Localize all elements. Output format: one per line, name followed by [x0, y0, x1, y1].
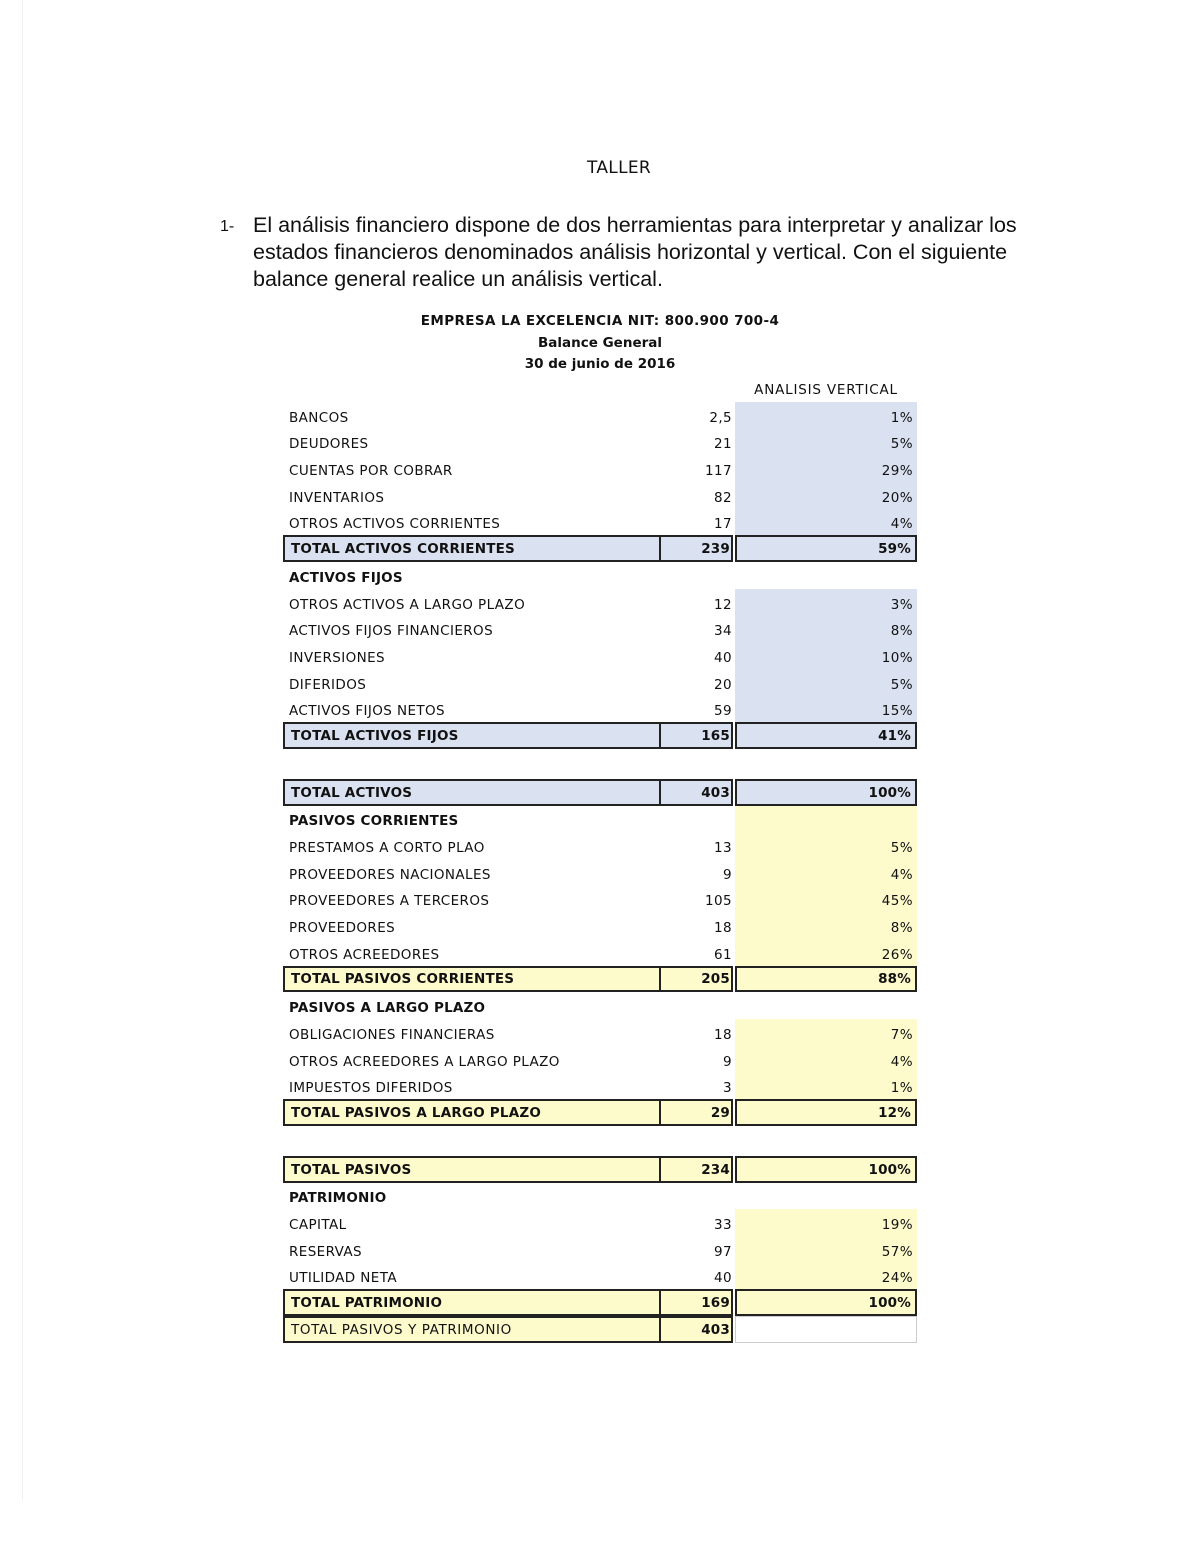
row-value: 165 [661, 722, 733, 749]
row-percentage [735, 992, 917, 1019]
table-row [283, 1209, 917, 1236]
row-label: ACTIVOS FIJOS NETOS [289, 703, 446, 720]
row-label: TOTAL PASIVOS [283, 1156, 661, 1183]
row-label: PROVEEDORES NACIONALES [289, 866, 491, 883]
section-heading-row [283, 1183, 917, 1210]
row-value: 40 [714, 649, 732, 666]
row-label: RESERVAS [289, 1243, 363, 1260]
row-percentage: 15% [735, 696, 917, 723]
table-row [283, 509, 917, 536]
section-heading-row [283, 562, 917, 589]
row-percentage: 45% [735, 886, 917, 913]
page-title: TALLER [587, 158, 651, 178]
row-value: 17 [714, 516, 732, 533]
row-label: TOTAL ACTIVOS [283, 779, 661, 806]
row-value: 12 [714, 596, 732, 613]
total-row [283, 1316, 917, 1343]
row-percentage: 12% [735, 1099, 917, 1126]
row-percentage: 3% [735, 589, 917, 616]
row-value: 403 [661, 779, 733, 806]
row-label: CUENTAS POR COBRAR [289, 463, 453, 480]
row-percentage: 100% [735, 1289, 917, 1316]
table-row [283, 1019, 917, 1046]
row-value: 82 [714, 489, 732, 506]
row-percentage: 4% [735, 859, 917, 886]
table-row [283, 1073, 917, 1100]
row-value: 33 [714, 1216, 732, 1233]
row-percentage: 4% [735, 509, 917, 536]
row-value: 2,5 [709, 409, 732, 426]
row-label: TOTAL PATRIMONIO [283, 1289, 661, 1316]
table-row [283, 1263, 917, 1290]
table-row [283, 1236, 917, 1263]
row-label: INVERSIONES [289, 649, 385, 666]
row-percentage: 5% [735, 669, 917, 696]
row-value: 20 [714, 676, 732, 693]
row-percentage: 24% [735, 1263, 917, 1290]
balance-table [283, 402, 917, 1343]
row-percentage [735, 1316, 917, 1343]
statement-date: 30 de junio de 2016 [524, 356, 676, 372]
row-value: 3 [723, 1080, 732, 1097]
row-label: ACTIVOS FIJOS [289, 569, 403, 586]
row-percentage [735, 1183, 917, 1210]
row-label: OTROS ACTIVOS CORRIENTES [289, 516, 501, 533]
row-label: PRESTAMOS A CORTO PLAO [289, 840, 485, 856]
row-percentage: 10% [735, 642, 917, 669]
row-value [661, 1183, 733, 1210]
row-percentage: 7% [735, 1019, 917, 1046]
row-value: 403 [661, 1316, 733, 1343]
row-value: 169 [661, 1289, 733, 1316]
row-value: 9 [723, 1053, 732, 1070]
row-value [661, 992, 733, 1019]
row-percentage [735, 806, 917, 833]
row-label: PROVEEDORES [289, 920, 396, 937]
table-row [283, 402, 917, 429]
row-value: 21 [714, 436, 732, 453]
row-value [661, 806, 733, 833]
row-percentage: 41% [735, 722, 917, 749]
row-label: PASIVOS CORRIENTES [289, 813, 459, 830]
row-percentage: 29% [735, 455, 917, 482]
column-header-vertical-analysis: ANALISIS VERTICAL [754, 382, 898, 398]
row-percentage: 88% [735, 966, 917, 993]
row-percentage: 57% [735, 1236, 917, 1263]
row-percentage: 1% [735, 1073, 917, 1100]
table-row [283, 886, 917, 913]
table-row [283, 1046, 917, 1073]
row-value: 117 [705, 463, 732, 480]
question-number: 1- [220, 218, 235, 235]
table-row [283, 939, 917, 966]
row-label: PATRIMONIO [289, 1190, 387, 1207]
table-row [283, 859, 917, 886]
total-row [283, 779, 917, 806]
row-label: CAPITAL [289, 1216, 347, 1233]
row-percentage: 59% [735, 535, 917, 562]
row-label: TOTAL PASIVOS Y PATRIMONIO [283, 1316, 661, 1343]
table-row [283, 912, 917, 939]
row-label: ACTIVOS FIJOS FINANCIEROS [289, 623, 494, 640]
page-margin-line [22, 0, 23, 1500]
row-value: 29 [661, 1099, 733, 1126]
row-label: DIFERIDOS [289, 676, 367, 693]
row-value: 9 [723, 866, 732, 883]
table-row [283, 429, 917, 456]
statement-name: Balance General [537, 335, 662, 351]
row-percentage: 19% [735, 1209, 917, 1236]
row-value: 239 [661, 535, 733, 562]
total-row [283, 722, 917, 749]
row-value: 18 [714, 920, 732, 937]
table-row [283, 589, 917, 616]
total-row [283, 1289, 917, 1316]
row-value: 13 [714, 840, 732, 856]
row-label: OBLIGACIONES FINANCIERAS [289, 1026, 495, 1043]
row-percentage: 5% [735, 429, 917, 456]
row-label: OTROS ACTIVOS A LARGO PLAZO [289, 596, 526, 613]
row-value: 34 [714, 623, 732, 640]
row-label: OTROS ACREEDORES A LARGO PLAZO [289, 1053, 560, 1070]
table-row [283, 642, 917, 669]
row-label: TOTAL PASIVOS CORRIENTES [283, 966, 661, 993]
total-row [283, 966, 917, 993]
table-row [283, 455, 917, 482]
table-row [283, 696, 917, 723]
row-percentage [735, 562, 917, 589]
row-percentage: 4% [735, 1046, 917, 1073]
spacer-row [283, 749, 917, 779]
row-label: TOTAL ACTIVOS FIJOS [283, 722, 661, 749]
row-percentage: 26% [735, 939, 917, 966]
row-percentage: 8% [735, 616, 917, 643]
section-heading-row [283, 806, 917, 833]
row-label: INVENTARIOS [289, 489, 385, 506]
row-value: 205 [661, 966, 733, 993]
table-row [283, 616, 917, 643]
row-label: TOTAL PASIVOS A LARGO PLAZO [283, 1099, 661, 1126]
row-value: 59 [714, 703, 732, 720]
row-value: 234 [661, 1156, 733, 1183]
row-percentage: 20% [735, 482, 917, 509]
row-percentage: 100% [735, 1156, 917, 1183]
table-row [283, 482, 917, 509]
total-row [283, 535, 917, 562]
company-header: EMPRESA LA EXCELENCIA NIT: 800.900 700-4 [420, 313, 780, 329]
table-row [283, 669, 917, 696]
total-row [283, 1156, 917, 1183]
total-row [283, 1099, 917, 1126]
row-label: UTILIDAD NETA [289, 1270, 397, 1287]
table-row [283, 832, 917, 859]
row-value [661, 562, 733, 589]
row-percentage: 5% [735, 832, 917, 859]
row-label: PASIVOS A LARGO PLAZO [289, 1000, 486, 1017]
row-percentage: 8% [735, 912, 917, 939]
spacer-row [283, 1126, 917, 1156]
row-label: IMPUESTOS DIFERIDOS [289, 1080, 453, 1097]
row-value: 105 [705, 893, 732, 910]
section-heading-row [283, 992, 917, 1019]
row-label: PROVEEDORES A TERCEROS [289, 893, 490, 910]
row-value: 18 [714, 1026, 732, 1043]
row-value: 40 [714, 1270, 732, 1287]
row-value: 97 [714, 1243, 732, 1260]
row-label: BANCOS [289, 409, 349, 426]
row-label: TOTAL ACTIVOS CORRIENTES [283, 535, 661, 562]
row-label: DEUDORES [289, 436, 369, 453]
question-text: El análisis financiero dispone de dos herramientas para interpretar y analizar los estados financieros denominados análisis horizontal y vertical. Con el siguiente balance general realice un análisis vertical. [253, 213, 1017, 291]
row-label: OTROS ACREEDORES [289, 946, 440, 963]
row-value: 61 [714, 946, 732, 963]
row-percentage: 1% [735, 402, 917, 429]
row-percentage: 100% [735, 779, 917, 806]
